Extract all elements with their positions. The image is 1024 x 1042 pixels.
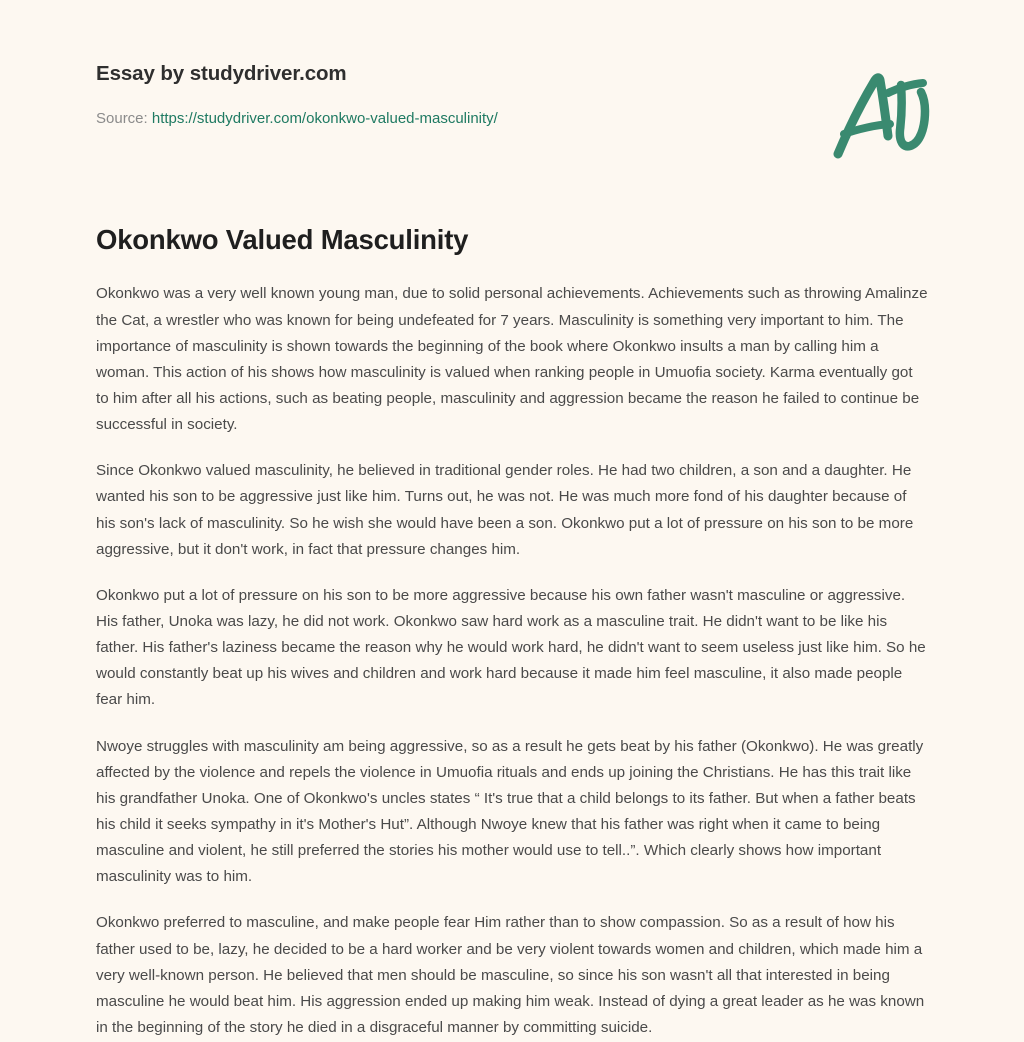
document-header [0,0,1024,128]
essay-paragraph: Since Okonkwo valued masculinity, he believed in traditional gender roles. He had two children, a son and a daughter. He wanted his son to be aggressive just like him. Turns out, he was not. He was much more fond of his daughter because of his son's lack of masculinity. So he wish she would have been a son. Okonkwo put a lot of pressure on his son to be more aggressive, but it don't work, in fact that pressure changes him. [96,462,914,558]
essay-paragraph: Okonkwo preferred to masculine, and make people fear Him rather than to show compassion. So as a result of how his father used to be, lazy, he decided to be a hard worker and be very violent towards women and children, which made him a very well-known person. He believed that men should be masculine, so since his son wasn't all that interested in being masculine he would beat him. His aggression ended up making him weak. Instead of dying a great leader as he was known in the beginning of the story he died in a disgraceful manner by committing suicide. [96,914,925,1036]
a-plus-logo-icon [822,58,942,168]
essay-paragraph: Nwoye struggles with masculinity am being aggressive, so as a result he gets beat by his father (Okonkwo). He was greatly affected by the violence and repels the violence in Umuofia rituals and ends up joining the Christians. He has this trait like his grandfather Unoka. One of Okonkwo's uncles states “ It's true that a child belongs to its father. But when a father beats his child it seeks sympathy in it's Mother's Hut”. Although Nwoye knew that his father was right when it came to being masculine and violent, he still preferred the stories his mother would use to tell..”. Which clearly shows how important masculinity was to him. [96,737,924,886]
source-line [96,109,928,129]
article-body [0,128,1024,1041]
essay-paragraph: Okonkwo was a very well known young man, due to solid personal achievements. Achievements such as throwing Amalinze the Cat, a wrestler who was known for being undefeated for 7 years. Masculinity is something very important to him. The importance of masculinity is shown towards the beginning of the book where Okonkwo insults a man by calling him a woman. This action of his shows how masculinity is valued when ranking people in Umuofia society. Karma eventually got to him after all his actions, such as beating people, masculinity and aggression became the reason he failed to continue be successful in society. [96,285,928,434]
a-plus-logo-svg [822,58,942,168]
essay-text [96,257,928,1041]
source-url-link[interactable]: https://studydriver.com/okonkwo-valued-masculinity/ [151,109,498,127]
brand-attribution: Essay by studydriver.com [96,62,347,85]
page-title: Okonkwo Valued Masculinity [96,224,469,256]
essay-paragraph: Okonkwo put a lot of pressure on his son to be more aggressive because his own father wasn't masculine or aggressive. His father, Unoka was lazy, he did not work. Okonkwo saw hard work as a masculine trait. He didn't want to be like his father. His father's laziness became the reason why he would work hard, he didn't want to seem useless just like him. So he would constantly beat up his wives and children and work hard because it made him feel masculine, it also made people fear him. [96,586,926,709]
source-label: Source: [96,109,148,127]
